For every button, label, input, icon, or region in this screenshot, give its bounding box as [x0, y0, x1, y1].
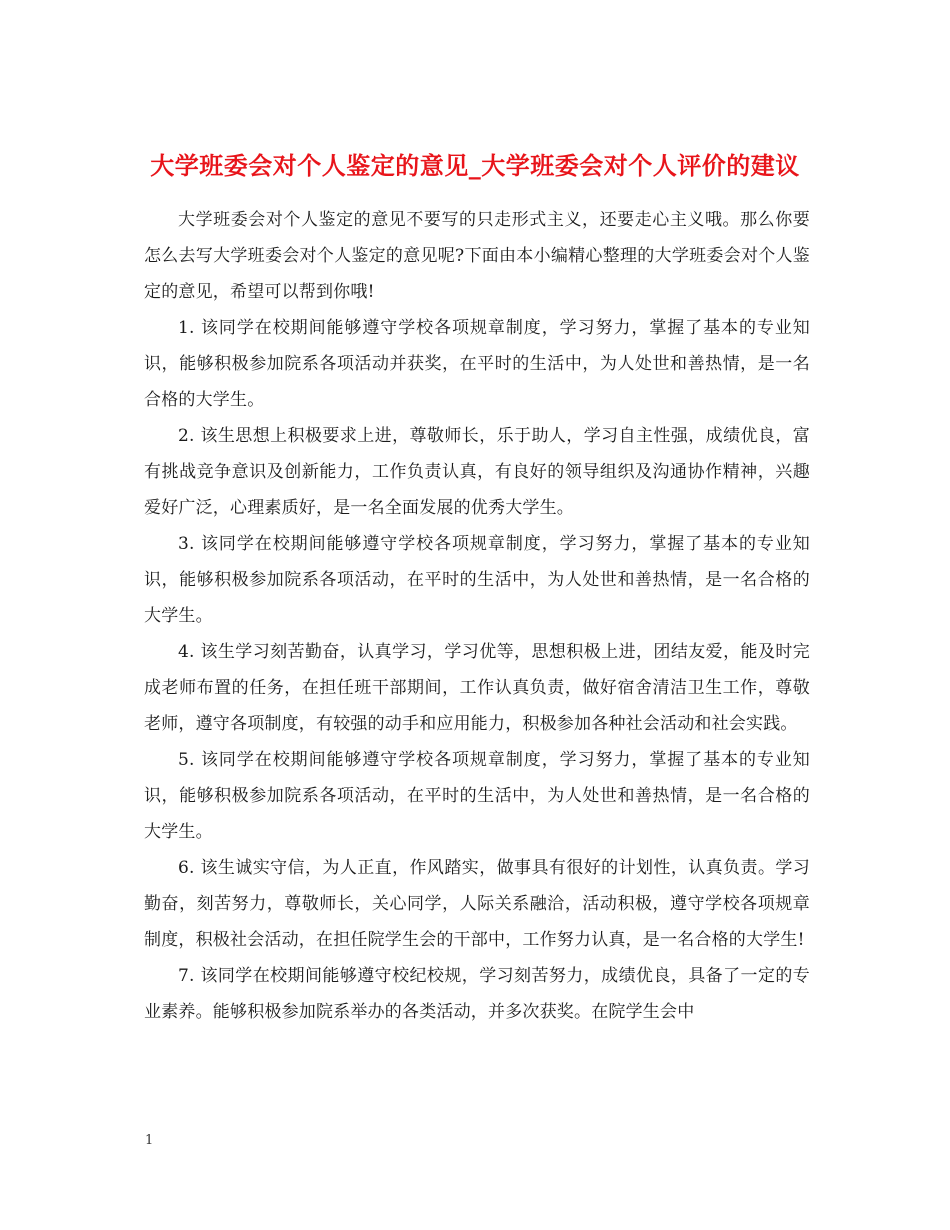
intro-paragraph: 大学班委会对个人鉴定的意见不要写的只走形式主义，还要走心主义哦。那么你要怎么去写大学班委会对个人鉴定的意见呢?下面由本小编精心整理的大学班委会对个人鉴定的意见，希望可以帮到你哦! — [144, 210, 810, 302]
opinion-paragraph-2: 2. 该生思想上积极要求上进，尊敬师长，乐于助人，学习自主性强，成绩优良，富有挑战竞争意识及创新能力，工作负责认真，有良好的领导组织及沟通协作精神，兴趣爱好广泛，心理素质好，是一名全面发展的优秀大学生。 — [144, 426, 810, 518]
page-number: 1 — [145, 1133, 154, 1148]
document-body — [144, 202, 810, 1030]
opinion-paragraph-5: 5. 该同学在校期间能够遵守学校各项规章制度，学习努力，掌握了基本的专业知识，能够积极参加院系各项活动，在平时的生活中，为人处世和善热情，是一名合格的大学生。 — [144, 750, 810, 842]
opinion-paragraph-1: 1. 该同学在校期间能够遵守学校各项规章制度，学习努力，掌握了基本的专业知识，能够积极参加院系各项活动并获奖，在平时的生活中，为人处世和善热情，是一名合格的大学生。 — [144, 318, 810, 410]
opinion-paragraph-7: 7. 该同学在校期间能够遵守校纪校规，学习刻苦努力，成绩优良，具备了一定的专业素养。能够积极参加院系举办的各类活动，并多次获奖。在院学生会中 — [144, 966, 810, 1022]
opinion-paragraph-4: 4. 该生学习刻苦勤奋，认真学习，学习优等，思想积极上进，团结友爱，能及时完成老师布置的任务，在担任班干部期间，工作认真负责，做好宿舍清洁卫生工作，尊敬老师，遵守各项制度，有较强的动手和应用能力，积极参加各种社会活动和社会实践。 — [144, 642, 810, 734]
opinion-paragraph-3: 3. 该同学在校期间能够遵守学校各项规章制度，学习努力，掌握了基本的专业知识，能够积极参加院系各项活动，在平时的生活中，为人处世和善热情，是一名合格的大学生。 — [144, 534, 810, 626]
opinion-paragraph-6: 6. 该生诚实守信，为人正直，作风踏实，做事具有很好的计划性，认真负责。学习勤奋，刻苦努力，尊敬师长，关心同学，人际关系融洽，活动积极，遵守学校各项规章制度，积极社会活动，在担任院学生会的干部中，工作努力认真，是一名合格的大学生! — [144, 858, 810, 950]
page-title: 大学班委会对个人鉴定的意见_大学班委会对个人评价的建议 — [150, 151, 800, 181]
